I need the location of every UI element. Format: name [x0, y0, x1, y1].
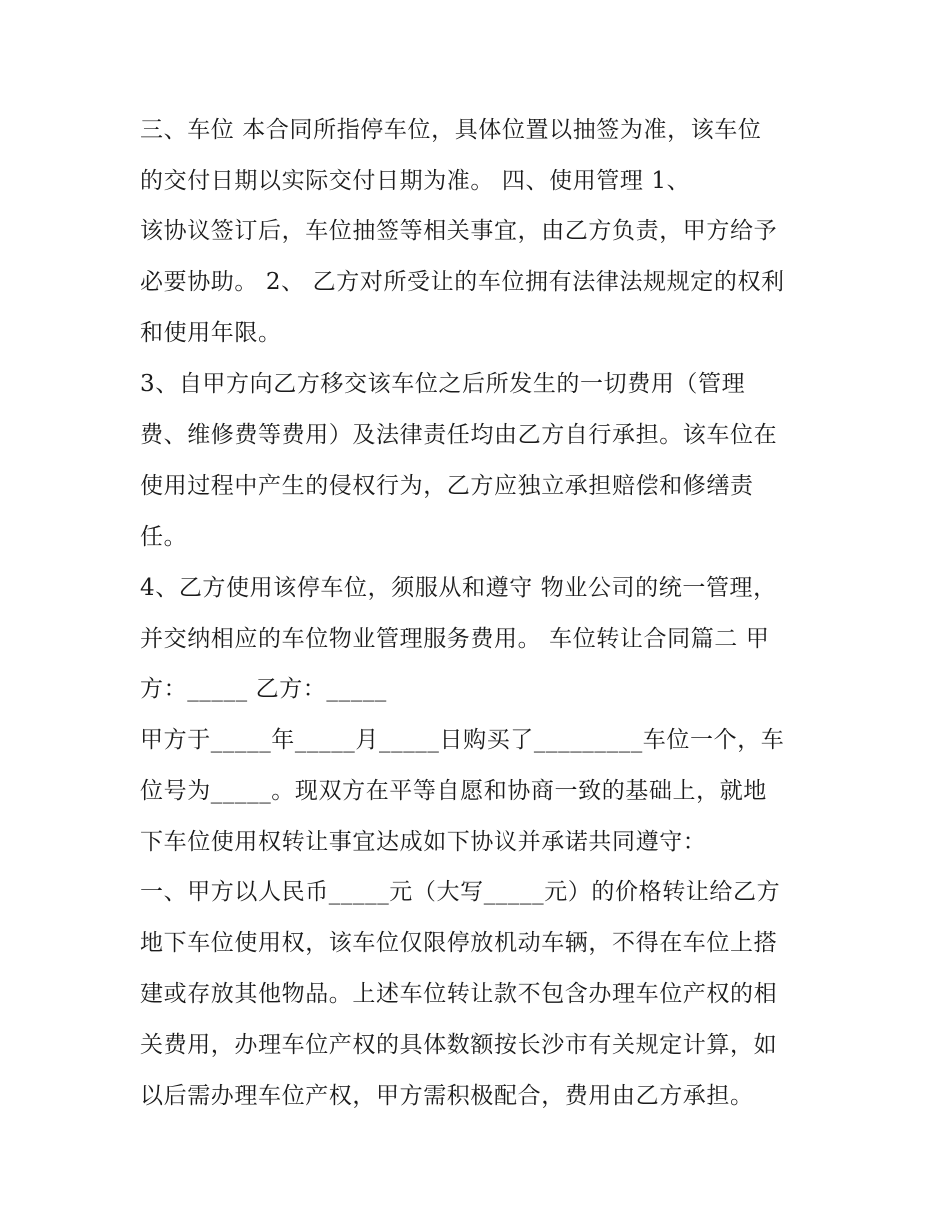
text-line: 三、车位 本合同所指停车位，具体位置以抽签为准，该车位 — [140, 117, 762, 143]
text-line: 的交付日期以实际交付日期为准。 四、使用管理 1、 — [140, 168, 691, 194]
text-line: 并交纳相应的车位物业管理服务费用。 车位转让合同篇二 甲 — [140, 626, 770, 652]
text-line: 费、维修费等费用）及法律责任均由乙方自行承担。该车位在 — [140, 422, 778, 448]
text-line: 和使用年限。 — [140, 320, 282, 346]
text-line: 方：_____ 乙方：_____ — [140, 676, 387, 702]
text-line: 建或存放其他物品。上述车位转让款不包含办理车位产权的相 — [140, 981, 778, 1007]
text-line: 该协议签订后，车位抽签等相关事宜，由乙方负责，甲方给予 — [140, 218, 778, 244]
text-line: 以后需办理车位产权，甲方需积极配合，费用由乙方承担。 — [140, 1083, 754, 1109]
text-line: 位号为_____。现双方在平等自愿和协商一致的基础上，就地 — [140, 778, 767, 804]
text-line: 任。 — [140, 524, 188, 550]
text-line: 甲方于_____年_____月_____日购买了_________车位一个，车 — [140, 727, 785, 753]
text-line: 4、乙方使用该停车位，须服从和遵守 物业公司的统一管理， — [140, 575, 777, 601]
text-line: 关费用，办理车位产权的具体数额按长沙市有关规定计算，如 — [140, 1032, 778, 1058]
text-line: 下车位使用权转让事宜达成如下协议并承诺共同遵守： — [140, 829, 707, 855]
text-line: 必要协助。 2、 乙方对所受让的车位拥有法律法规规定的权利 — [140, 269, 785, 295]
text-line: 一、甲方以人民币_____元（大写_____元）的价格转让给乙方 — [140, 879, 781, 905]
text-line: 使用过程中产生的侵权行为，乙方应独立承担赔偿和修缮责 — [140, 473, 754, 499]
text-line: 3、自甲方向乙方移交该车位之后所发生的一切费用（管理 — [140, 371, 746, 397]
text-line: 地下车位使用权，该车位仅限停放机动车辆，不得在车位上搭 — [140, 930, 778, 956]
